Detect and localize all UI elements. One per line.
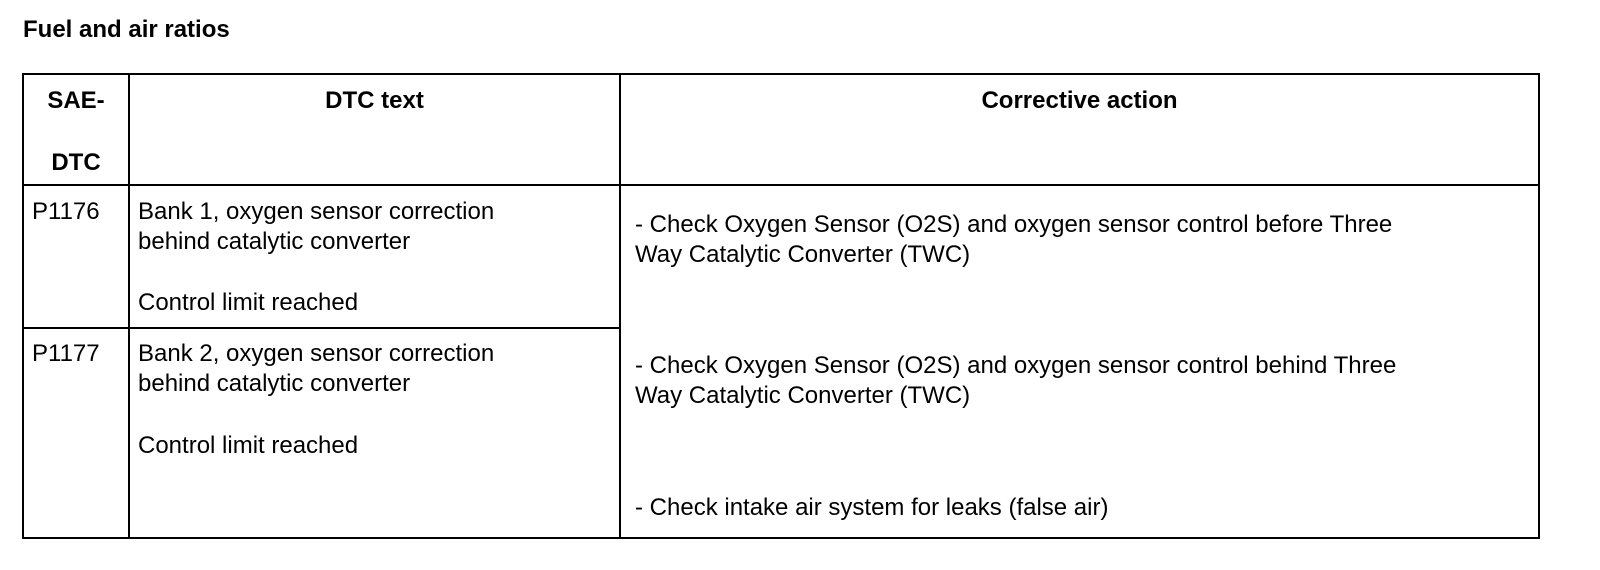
column-divider-text bbox=[619, 75, 621, 537]
dtc-text-line: Bank 1, oxygen sensor correction bbox=[138, 198, 495, 225]
header-sae-line: SAE- bbox=[47, 87, 105, 114]
dtc-table bbox=[22, 73, 1540, 539]
row-divider bbox=[24, 327, 621, 329]
corrective-action-line: Way Catalytic Converter (TWC) bbox=[635, 241, 971, 268]
dtc-text-line: Control limit reached bbox=[138, 289, 359, 316]
column-divider-code bbox=[128, 75, 130, 537]
header-dtc-line: DTC bbox=[51, 149, 101, 176]
section-title: Fuel and air ratios bbox=[23, 16, 230, 43]
dtc-text-line: Bank 2, oxygen sensor correction bbox=[138, 340, 495, 367]
header-corrective-action: Corrective action bbox=[981, 87, 1178, 114]
corrective-action-line: Way Catalytic Converter (TWC) bbox=[635, 382, 971, 409]
dtc-text-line: Control limit reached bbox=[138, 432, 359, 459]
corrective-action-line: - Check intake air system for leaks (false air) bbox=[635, 494, 1109, 521]
corrective-action-line: - Check Oxygen Sensor (O2S) and oxygen sensor control behind Three bbox=[635, 352, 1397, 379]
header-dtc-text: DTC text bbox=[325, 87, 424, 114]
dtc-text-line: behind catalytic converter bbox=[138, 228, 411, 255]
dtc-text-line: behind catalytic converter bbox=[138, 370, 411, 397]
corrective-action-line: - Check Oxygen Sensor (O2S) and oxygen sensor control before Three bbox=[635, 211, 1393, 238]
header-divider bbox=[24, 184, 1538, 186]
dtc-code-p1177: P1177 bbox=[32, 340, 100, 367]
dtc-code-p1176: P1176 bbox=[32, 198, 100, 225]
